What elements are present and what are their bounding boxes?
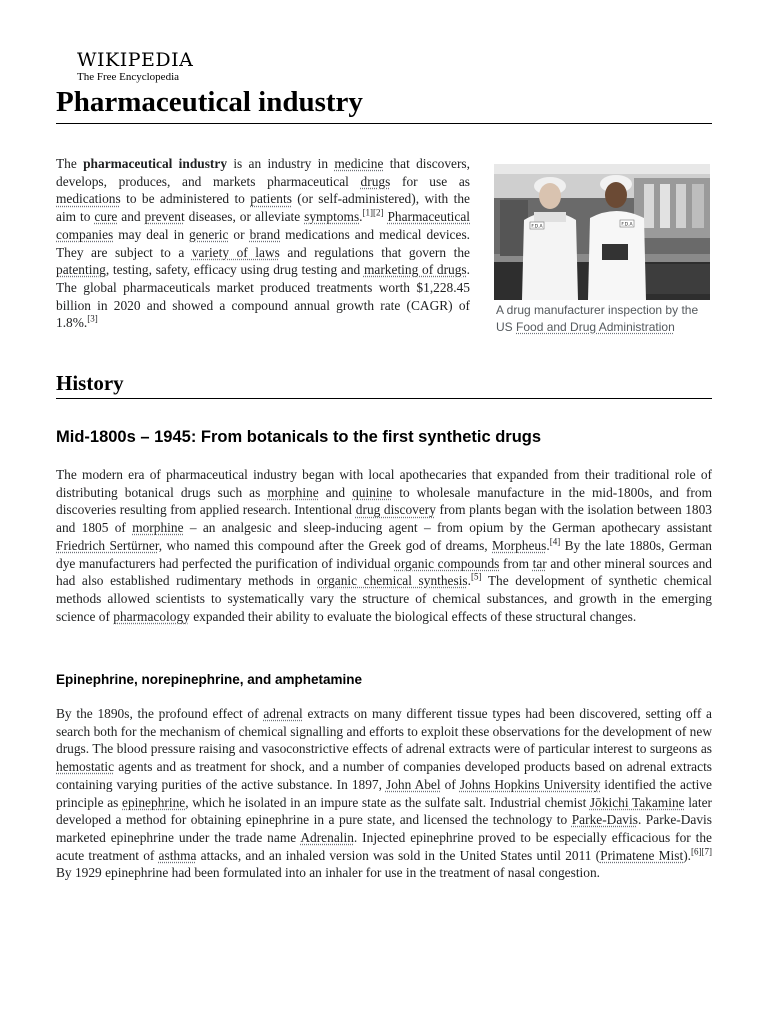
link-tar[interactable]: tar [532, 555, 547, 571]
reference-6[interactable]: [6] [691, 846, 702, 857]
history-paragraph-2: By the 1890s, the profound effect of adrenal extracts on many different tissue types had been discovered, setting off a search both for the mechanism of chemical signalling and efforts to exploit these observations for the development of new drugs. The blood pressure raising and vasoconstrictive effects of adrenal extracts were of particular interest to surgeons as hemostatic agents and as treatment for shock, and a number of companies developed products based on adrenal extracts containing varying purities of the active substance. In 1897, John Abel of Johns Hopkins University identified the active principle as epinephrine, which he isolated in an impure state as the sulfate salt. Industrial chemist Jōkichi Takamine later developed a method for obtaining epinephrine in a pure state, and licensed the technology to Parke-Davis. Parke-Davis marketed epinephrine under the trade name Adrenalin. Injected epinephrine proved to be especially efficacious for the acute treatment of asthma attacks, and an inhaled version was sold in the United States until 2011 (Primatene Mist).[6][7] By 1929 epinephrine had been formulated into an inhaler for use in the treatment of nasal congestion. [56, 706, 713, 881]
link-symptoms[interactable]: symptoms [304, 209, 360, 225]
link-organic-compounds[interactable]: organic compounds [394, 555, 500, 571]
reference-7[interactable]: [7] [701, 846, 712, 857]
link-patients[interactable]: patients [250, 191, 292, 207]
link-cure[interactable]: cure [94, 209, 118, 225]
link-primatene-mist[interactable]: Primatene Mist [600, 847, 684, 863]
link-morphine[interactable]: morphine [267, 484, 319, 500]
history-paragraph-1: The modern era of pharmaceutical industry began with local apothecaries that expanded from their traditional role of distributing botanical drugs such as morphine and quinine to wholesale manufacture in the mid-1800s, and from discoveries resulting from applied research. Intentional drug discovery from plants began with the isolation between 1803 and 1805 of morphine – an analgesic and sleep-inducing agent – from opium by the German apothecary assistant Friedrich Sertürner, who named this compound after the Greek god of dreams, Morpheus.[4] By the late 1880s, German dye manufacturers had perfected the purification of individual organic compounds from tar and other mineral sources and had also established rudimentary methods in organic chemical synthesis.[5] The development of synthetic chemical methods allowed scientists to systematically vary the structure of chemical substances, and growth in the emerging science of pharmacology expanded their ability to evaluate the biological effects of these structural changes. [56, 467, 713, 624]
link-parke-davis[interactable]: Parke-Davis [571, 812, 638, 828]
link-marketing-of-drugs[interactable]: marketing of drugs [363, 262, 467, 278]
intro-paragraph: The pharmaceutical industry is an industry in medicine that discovers, develops, produces, and markets pharmaceutical drugs for use as medications to be administered to patients (or self-administered), with the aim to cure and prevent diseases, or alleviate symptoms.[1][2] Pharmaceutical companies may deal in generic or brand medications and medical devices. They are subject to a variety of laws and regulations that govern the patenting, testing, safety, efficacy using drug testing and marketing of drugs. The global pharmaceuticals market produced treatments worth $1,228.45 billion in 2020 and showed a compound annual growth rate (CAGR) of 1.8%.[3] [56, 156, 470, 331]
reference-4[interactable]: [4] [549, 536, 561, 547]
link-epinephrine[interactable]: epinephrine [122, 794, 186, 810]
link-prevent[interactable]: prevent [144, 209, 185, 225]
infobox-figure [494, 164, 710, 336]
fda-inspection-photo[interactable] [494, 164, 710, 300]
subsection-heading-epinephrine: Epinephrine, norepinephrine, and amphetamine [56, 672, 363, 687]
link-medications[interactable]: medications [56, 191, 121, 207]
badge-right-text: F.D.A [621, 222, 633, 228]
reference-3[interactable]: [3] [87, 313, 98, 324]
link-medicine[interactable]: medicine [334, 156, 384, 171]
link-jokichi-takamine[interactable]: Jōkichi Takamine [589, 794, 685, 810]
link-friedrich-serturner[interactable]: Friedrich Sertürner [56, 537, 159, 553]
badge-left-text: F.D.A [531, 224, 543, 230]
link-drug-discovery[interactable]: drug discovery [355, 502, 436, 518]
link-adrenal[interactable]: adrenal [263, 706, 303, 721]
link-asthma[interactable]: asthma [158, 847, 197, 863]
reference-2[interactable]: [2] [373, 207, 384, 218]
reference-5[interactable]: [5] [471, 571, 482, 582]
link-adrenalin[interactable]: Adrenalin [300, 829, 354, 845]
link-johns-hopkins-university[interactable]: Johns Hopkins University [459, 776, 601, 792]
link-brand[interactable]: brand [249, 226, 281, 242]
link-pharmaceutical-companies[interactable]: Pharmaceutical companies [56, 209, 470, 242]
page-title: Pharmaceutical industry [56, 83, 712, 124]
link-organic-chemical-synthesis[interactable]: organic chemical synthesis [317, 573, 468, 589]
link-john-abel[interactable]: John Abel [385, 776, 441, 792]
link-generic[interactable]: generic [189, 226, 229, 242]
link-variety-of-laws[interactable]: variety of laws [191, 244, 280, 260]
link-patenting[interactable]: patenting [56, 262, 106, 278]
link-fda[interactable]: Food and Drug Administration [516, 320, 675, 334]
link-quinine[interactable]: quinine [352, 484, 393, 500]
link-morpheus[interactable]: Morpheus [492, 537, 547, 553]
bold-term: pharmaceutical industry [83, 156, 228, 171]
link-drugs[interactable]: drugs [360, 173, 391, 189]
link-pharmacology[interactable]: pharmacology [113, 608, 190, 624]
logo-wordmark: WIKIPEDIA [77, 49, 194, 71]
figure-caption: A drug manufacturer inspection by the US Food and Drug Administration [496, 303, 699, 334]
subsection-heading-botanicals: Mid-1800s – 1945: From botanicals to the first synthetic drugs [56, 428, 542, 446]
reference-1[interactable]: [1] [362, 207, 374, 218]
wikipedia-logo[interactable] [77, 50, 193, 83]
section-heading-history: History [56, 370, 712, 399]
link-hemostatic[interactable]: hemostatic [56, 759, 115, 775]
link-morphine-2[interactable]: morphine [132, 520, 184, 536]
logo-tagline: The Free Encyclopedia [77, 71, 180, 83]
